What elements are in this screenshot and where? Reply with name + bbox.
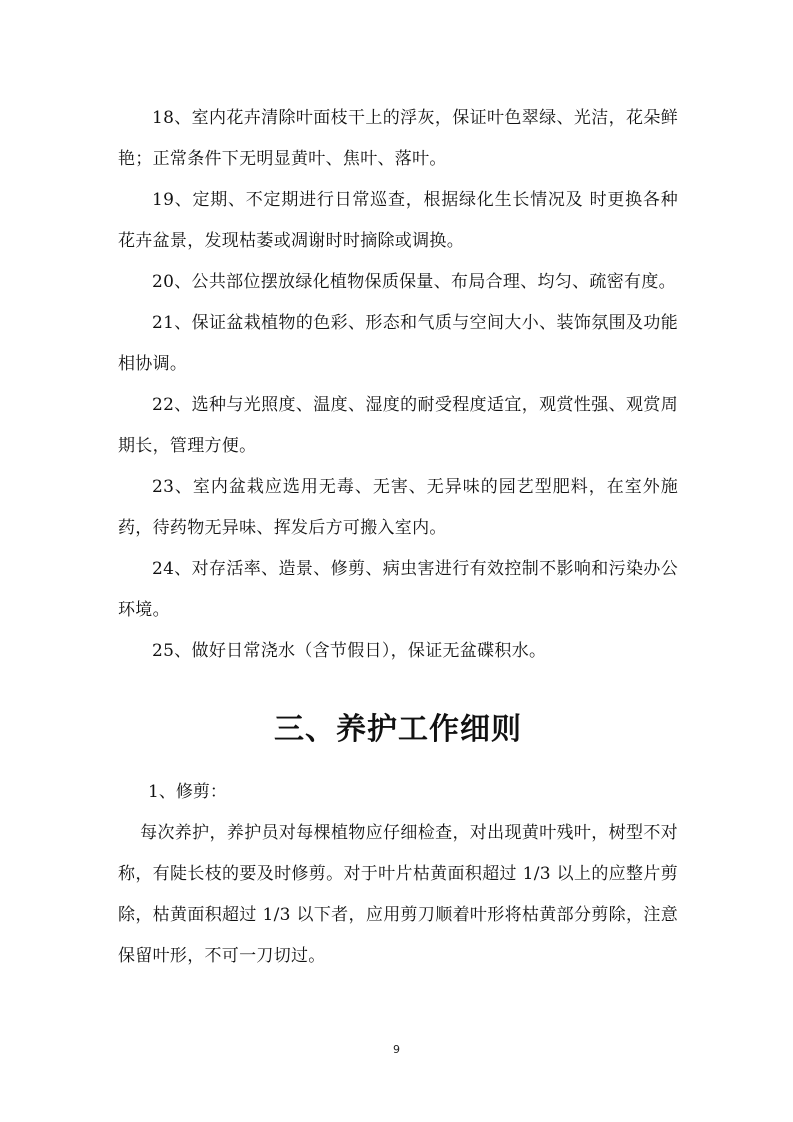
list-item: 19、定期、不定期进行日常巡查，根据绿化生长情况及 时更换各种花卉盆景，发现枯萎或凋谢时时摘除或调换。 bbox=[118, 190, 678, 251]
list-item: 21、保证盆栽植物的色彩、形态和气质与空间大小、装饰氛围及功能相协调。 bbox=[118, 313, 678, 374]
page-content bbox=[118, 98, 678, 977]
sub-heading: 1、修剪： bbox=[148, 782, 227, 802]
list-item: 22、选种与光照度、温度、湿度的耐受程度适宜，观赏性强、观赏周期长，管理方便。 bbox=[118, 395, 678, 456]
page-number: 9 bbox=[393, 1043, 400, 1056]
section-body: 每次养护，养护员对每棵植物应仔细检查，对出现黄叶残叶，树型不对称，有陡长枝的要及时修剪。对于叶片枯黄面积超过 1/3 以上的应整片剪除，枯黄面积超过 1/3 以下者，应用剪刀顺着叶形将枯黄部分剪除，注意保留叶形，不可一刀切过。 bbox=[118, 823, 678, 966]
list-item: 18、室内花卉清除叶面枝干上的浮灰，保证叶色翠绿、光洁，花朵鲜艳；正常条件下无明显黄叶、焦叶、落叶。 bbox=[118, 108, 678, 169]
list-item: 20、公共部位摆放绿化植物保质保量、布局合理、均匀、疏密有度。 bbox=[152, 272, 676, 292]
section-title: 三、养护工作细则 bbox=[274, 712, 522, 747]
list-item: 25、做好日常浇水（含节假日），保证无盆碟积水。 bbox=[152, 641, 547, 661]
list-item: 24、对存活率、造景、修剪、病虫害进行有效控制不影响和污染办公环境。 bbox=[118, 559, 678, 620]
list-item: 23、室内盆栽应选用无毒、无害、无异味的园艺型肥料，在室外施药，待药物无异味、挥发后方可搬入室内。 bbox=[118, 477, 678, 538]
